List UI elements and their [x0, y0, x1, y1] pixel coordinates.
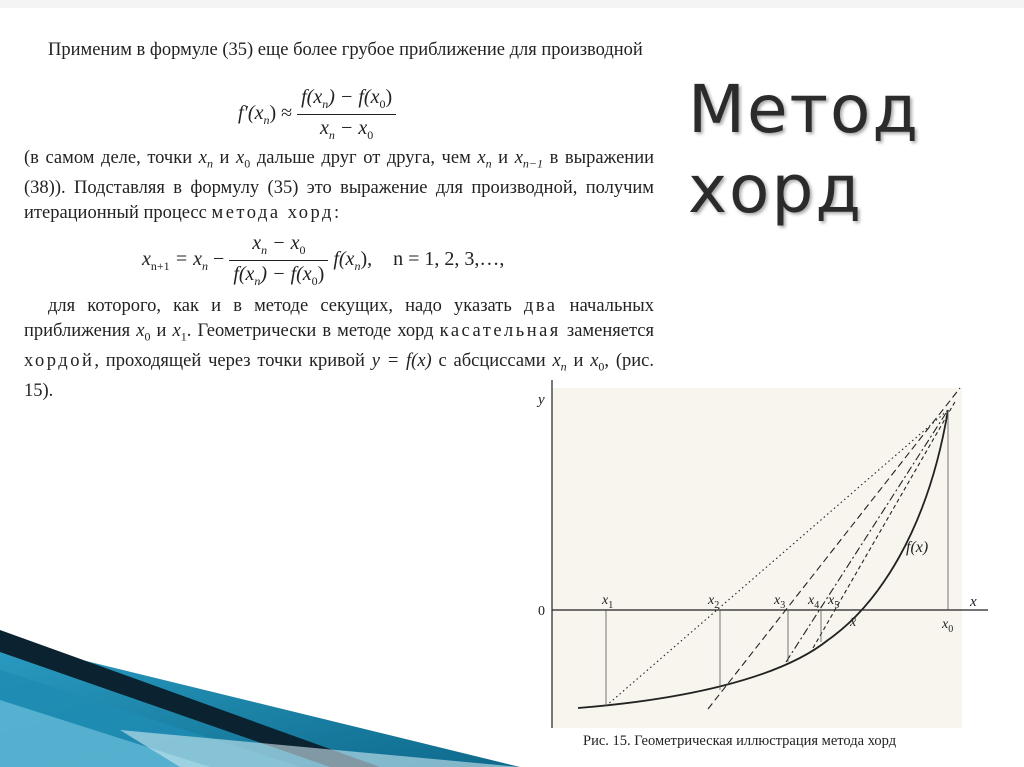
f1-num-sub2: 0 [379, 97, 386, 111]
p3-g: с абсциссами [431, 350, 553, 371]
formula2-denominator [229, 261, 328, 289]
paragraph-intro: Применим в формуле (35) еще более грубое приближение для производной [48, 40, 643, 60]
p3-d: . Геометрически в методе хорд [186, 320, 440, 341]
p3-x1: x [172, 320, 181, 341]
decorative-wedge [0, 630, 520, 767]
f2-den-sub2: 0 [311, 274, 318, 288]
p3-f: , проходящей через точки кривой [94, 350, 372, 371]
f2-eq-sub: n [202, 259, 209, 274]
curve-label: f(x) [906, 539, 929, 556]
p2-a: (в самом деле, точки [24, 148, 199, 168]
p3-x1-sub: 1 [180, 329, 187, 344]
p2-e: в выражении (38)). Подставляя в формулу (35) это выражение для производной, получим итерационный процесс [24, 148, 655, 223]
f1-den-a: x [319, 117, 329, 139]
f2-den-sub1: n [254, 274, 261, 288]
label-x2-sub: 2 [714, 600, 720, 611]
f2-num-mid: − x [267, 232, 300, 254]
formula1-lhs-sub: n [263, 113, 270, 128]
f2-den-end: ) [317, 263, 325, 285]
p3-tangent: касательная [439, 320, 561, 341]
p3-xn: x [552, 350, 561, 371]
f2-f-sub: n [354, 259, 361, 274]
p2-xn: x [198, 148, 207, 168]
p2-xn-sub: n [206, 156, 213, 171]
p2-xn2: x [477, 148, 486, 168]
p2-b: и [212, 148, 237, 168]
figure-background [552, 388, 962, 728]
p2-d: и [491, 148, 515, 168]
p3-chord: хордой [24, 350, 95, 371]
y-axis-label: y [538, 392, 545, 408]
f2-n-range: n = 1, 2, 3,…, [393, 248, 505, 271]
p2-x0-sub: 0 [244, 156, 251, 171]
label-x3-base: x [774, 593, 781, 608]
p3-b: начальных приближения [24, 296, 654, 341]
label-x0-sub: 0 [948, 624, 954, 635]
p3-a: для которого, как и в методе секущих, надо указать [48, 296, 524, 316]
p2-xn2-sub: n [485, 156, 492, 171]
figure-caption: Рис. 15. Геометрическая иллюстрация метода хорд [583, 733, 897, 749]
formula1-lhs-end: ) ≈ [269, 102, 293, 125]
p3-h: и [566, 350, 591, 371]
x-axis-label: x [970, 594, 977, 610]
p3-xn-sub: n [560, 359, 567, 374]
p3-end: , (рис. 15). [24, 350, 654, 401]
f1-num-mid: ) − f(x [328, 86, 380, 108]
f2-num-sub1: n [261, 243, 268, 257]
label-x2-base: x [708, 593, 715, 608]
f2-num-a: x [252, 232, 262, 254]
formula1-denominator [297, 115, 396, 143]
origin-label: 0 [538, 604, 545, 619]
f2-den-mid: ) − f(x [260, 263, 312, 285]
label-x0-base: x [942, 617, 949, 632]
f2-lhs: x [142, 248, 151, 271]
p3-x0: x [136, 320, 145, 341]
formula1-fraction [297, 86, 396, 143]
slide-title-line2: хорд [688, 151, 863, 228]
label-x5-base: x [828, 593, 835, 608]
label-x1-base: x [602, 593, 609, 608]
chord-method-figure [528, 380, 988, 752]
label-x4-base: x [808, 593, 815, 608]
p2-xn1: x [514, 148, 523, 168]
slide-title [688, 70, 1008, 230]
formula1-numerator [297, 86, 396, 115]
f2-den-a: f(x [233, 263, 255, 285]
f1-num-end: ) [385, 86, 393, 108]
p2-x0: x [236, 148, 245, 168]
p3-two: два [523, 296, 558, 316]
f1-den-sub2: 0 [367, 128, 374, 142]
formula-iteration [142, 232, 504, 289]
p2-end: : [333, 202, 340, 223]
formula2-fraction [229, 232, 328, 289]
label-x1-sub: 1 [608, 600, 614, 611]
formula2-numerator [229, 232, 328, 261]
f1-den-mid: − x [334, 117, 368, 139]
f2-minus: − [208, 248, 225, 271]
p3-e: заменяется [560, 320, 654, 341]
p3-curve: y = f(x) [371, 350, 432, 371]
f2-eq: = x [169, 248, 203, 271]
p3-x0b: x [590, 350, 599, 371]
text-block-2 [24, 146, 654, 225]
f2-f: f(x [333, 248, 355, 271]
p3-x0b-sub: 0 [598, 359, 605, 374]
p3-x0-sub: 0 [144, 329, 151, 344]
f2-f-end: ), [360, 248, 373, 271]
slide-title-line1: Метод [688, 71, 921, 148]
p2-c: дальше друг от друга, чем [250, 148, 478, 168]
slide-top-border [0, 0, 1024, 8]
paragraph-explanation [24, 146, 654, 225]
f1-den-sub1: n [328, 128, 335, 142]
f1-num-a: f(x [301, 86, 323, 108]
label-x3-sub: 3 [780, 600, 786, 611]
f1-num-sub1: n [322, 97, 329, 111]
p3-c: и [150, 320, 173, 341]
label-x4-sub: 4 [814, 600, 820, 611]
formula-derivative [238, 86, 396, 143]
f2-num-sub2: 0 [299, 243, 306, 257]
p2-xn1-sub: n−1 [522, 156, 544, 171]
label-xbar: x̄ [850, 615, 857, 630]
f2-lhs-sub: n+1 [150, 259, 170, 274]
formula1-lhs: f′(x [238, 102, 264, 125]
label-x5-sub: 5 [834, 600, 840, 611]
text-block [24, 38, 654, 63]
p2-method: метода хорд [211, 202, 334, 223]
